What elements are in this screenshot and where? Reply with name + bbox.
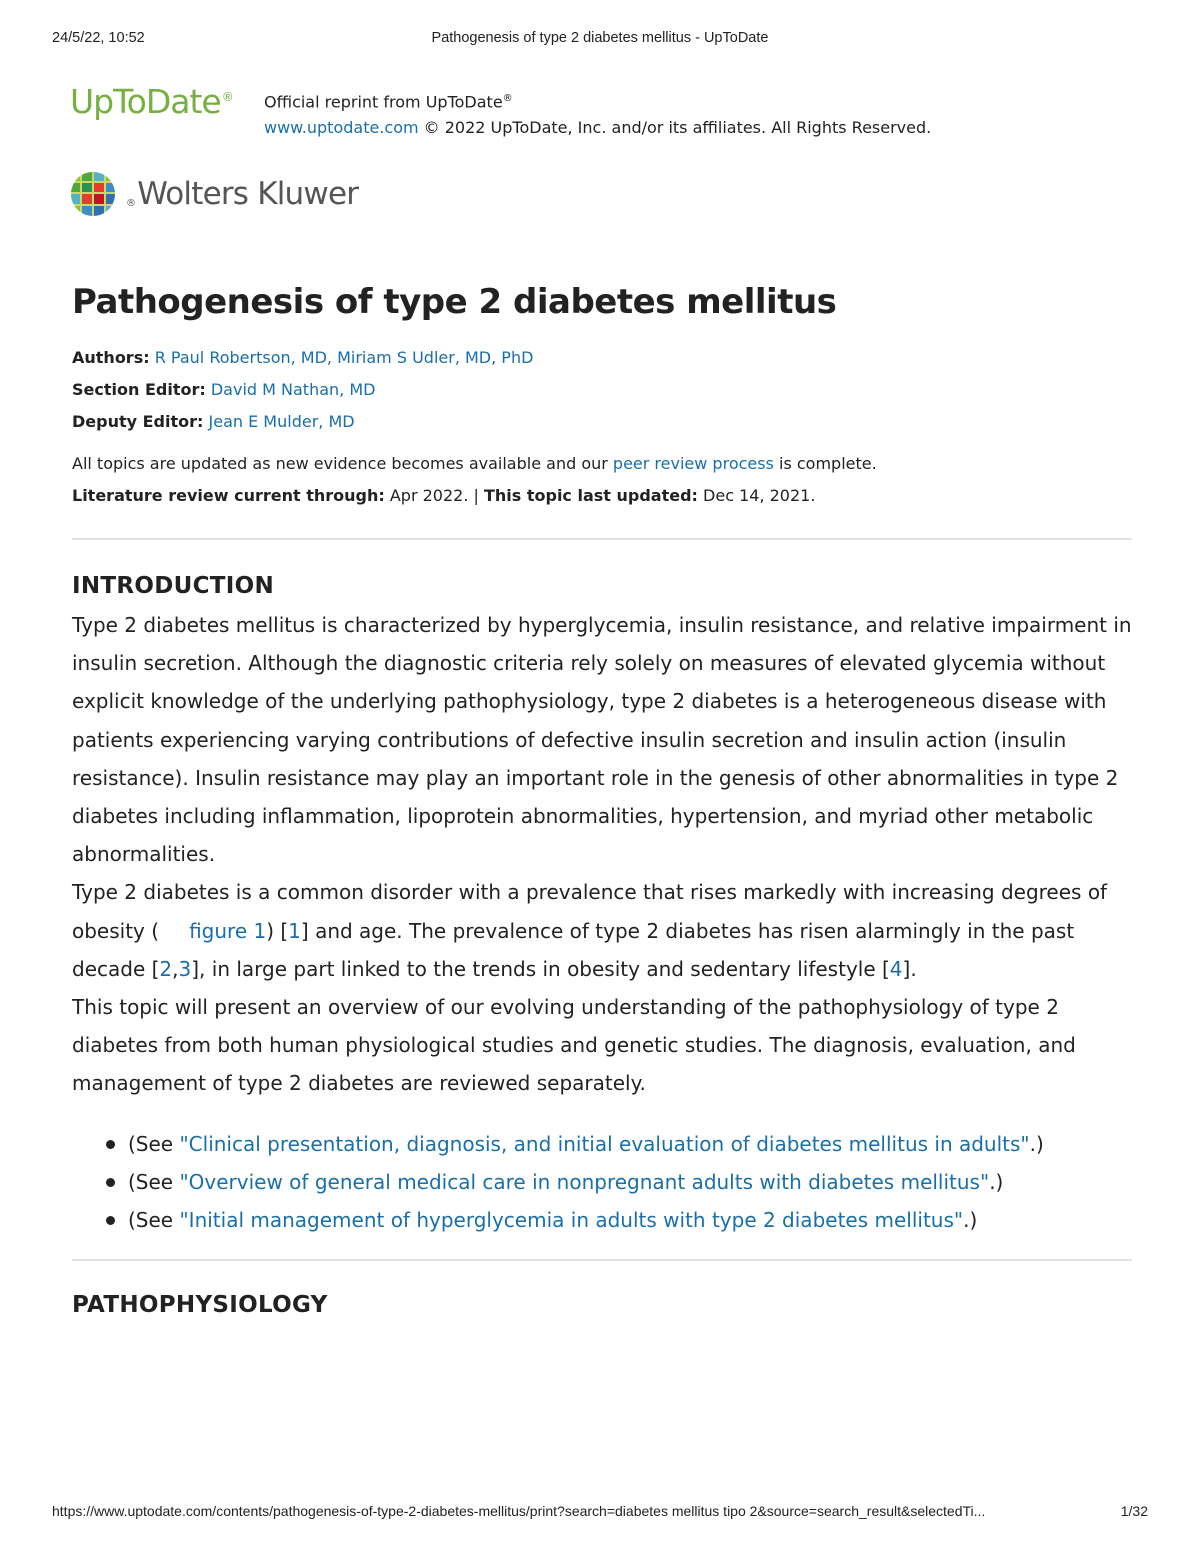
wolters-kluwer-logo[interactable] bbox=[70, 168, 390, 224]
peer-review-link[interactable]: peer review process bbox=[612, 454, 774, 473]
see-prefix: (See bbox=[128, 1169, 180, 1194]
uptodate-logo[interactable] bbox=[70, 82, 234, 121]
reference-1-link[interactable]: 1 bbox=[288, 918, 301, 943]
p2-text-e: ]. bbox=[902, 956, 917, 981]
copyright-line bbox=[264, 115, 931, 141]
update-note-pre: All topics are updated as new evidence becomes available and our bbox=[72, 454, 613, 473]
brand-row bbox=[70, 80, 1130, 140]
wolters-kluwer-text: Wolters Kluwer bbox=[137, 176, 359, 212]
uptodate-logo-text: UpToDate bbox=[70, 82, 221, 121]
update-note bbox=[72, 452, 1132, 476]
uptodate-logo-mark: ® bbox=[221, 90, 234, 104]
deputy-editor-link[interactable]: Jean E Mulder, MD bbox=[208, 412, 355, 431]
section-editor-line bbox=[72, 374, 1132, 406]
deputy-editor-line bbox=[72, 406, 1132, 438]
uptodate-site-link[interactable]: www.uptodate.com bbox=[264, 118, 419, 138]
see-suffix: .) bbox=[1029, 1131, 1044, 1156]
wolters-kluwer-mark-icon bbox=[70, 170, 120, 220]
see-prefix: (See bbox=[128, 1131, 180, 1156]
wolters-kluwer-wordmark bbox=[126, 176, 358, 212]
section-editor-label: Section Editor: bbox=[72, 380, 206, 399]
print-url: https://www.uptodate.com/contents/pathogenesis-of-type-2-diabetes-mellitus/print?search=diabetes mellitus tipo 2&source=search_result&selectedTi... bbox=[52, 1503, 986, 1519]
reference-3-link[interactable]: 3 bbox=[178, 956, 192, 981]
section-divider bbox=[72, 1259, 1132, 1261]
p2-comma: , bbox=[172, 956, 179, 981]
print-doc-title: Pathogenesis of type 2 diabetes mellitus - UpToDate bbox=[431, 30, 769, 46]
intro-paragraph-2 bbox=[72, 873, 1132, 988]
wolters-kluwer-mark: ® bbox=[126, 198, 136, 209]
figure-1-link[interactable]: figure 1 bbox=[189, 918, 267, 943]
list-item bbox=[106, 1125, 1132, 1163]
authors-line bbox=[72, 342, 1132, 374]
review-separator: | bbox=[468, 486, 484, 505]
see-also-list bbox=[72, 1125, 1132, 1239]
print-date: 24/5/22, 10:52 bbox=[52, 30, 145, 46]
topic-contributors bbox=[72, 342, 1132, 438]
see-link-general-care[interactable]: "Overview of general medical care in nonpregnant adults with diabetes mellitus" bbox=[179, 1169, 990, 1194]
topic-title: Pathogenesis of type 2 diabetes mellitus bbox=[72, 282, 837, 322]
deputy-editor-label: Deputy Editor: bbox=[72, 412, 204, 431]
see-link-clinical-presentation[interactable]: "Clinical presentation, diagnosis, and initial evaluation of diabetes mellitus in adults" bbox=[179, 1131, 1030, 1156]
reprint-text: Official reprint from UpToDate bbox=[264, 92, 503, 112]
last-updated-label: This topic last updated: bbox=[483, 486, 698, 505]
see-prefix: (See bbox=[128, 1207, 180, 1232]
reprint-mark: ® bbox=[502, 93, 513, 104]
authors-label: Authors: bbox=[72, 348, 150, 367]
intro-paragraph-3: This topic will present an overview of our evolving understanding of the pathophysiology of type 2 diabetes from both human physiological studies and genetic studies. The diagnosis, evaluation, and management of type 2 diabetes are reviewed separately. bbox=[72, 995, 1076, 1096]
reprint-notice bbox=[264, 86, 931, 141]
reprint-line bbox=[264, 86, 931, 115]
p2-text-a: Type 2 diabetes is a common disorder with a prevalence that rises markedly with increasing degrees of obesity ( bbox=[72, 880, 1108, 943]
section-editor-link[interactable]: David M Nathan, MD bbox=[210, 380, 376, 399]
lit-review-label: Literature review current through: bbox=[72, 486, 385, 505]
see-link-initial-management[interactable]: "Initial management of hyperglycemia in adults with type 2 diabetes mellitus" bbox=[179, 1207, 964, 1232]
authors-link[interactable]: R Paul Robertson, MD, Miriam S Udler, MD, PhD bbox=[154, 348, 534, 367]
reference-4-link[interactable]: 4 bbox=[889, 956, 903, 981]
article-content bbox=[72, 280, 1132, 1325]
see-suffix: .) bbox=[963, 1207, 978, 1232]
p2-text-d: ], in large part linked to the trends in obesity and sedentary lifestyle [ bbox=[191, 956, 890, 981]
update-note-post: is complete. bbox=[773, 454, 877, 473]
reference-2-link[interactable]: 2 bbox=[159, 956, 173, 981]
print-header bbox=[52, 30, 1148, 50]
intro-paragraph-1: Type 2 diabetes mellitus is characterized by hyperglycemia, insulin resistance, and relative impairment in insulin secretion. Although the diagnostic criteria rely solely on measures of elevated glycemia without explicit knowledge of the underlying pathophysiology, type 2 diabetes is a heterogeneous disease with patients experiencing varying contributions of defective insulin secretion and insulin action (insulin resistance). Insulin resistance may play an important role in the genesis of other abnormalities in type 2 diabetes including inflammation, lipoprotein abnormalities, hypertension, and myriad other metabolic abnormalities. bbox=[72, 613, 1132, 867]
introduction-heading: INTRODUCTION bbox=[72, 573, 275, 599]
see-suffix: .) bbox=[989, 1169, 1004, 1194]
copyright-text: © 2022 UpToDate, Inc. and/or its affiliates. All Rights Reserved. bbox=[418, 118, 932, 138]
last-updated-value: Dec 14, 2021. bbox=[697, 486, 816, 505]
lit-review-value: Apr 2022. bbox=[384, 486, 469, 505]
print-footer bbox=[52, 1503, 1148, 1525]
pathophysiology-heading: PATHOPHYSIOLOGY bbox=[72, 1291, 328, 1318]
review-dates bbox=[72, 484, 1132, 508]
list-item bbox=[106, 1201, 1132, 1239]
p2-text-b: ) [ bbox=[266, 918, 289, 943]
list-item bbox=[106, 1163, 1132, 1201]
section-divider bbox=[72, 538, 1132, 540]
p2-text-c: ] and age. The prevalence of type 2 diabetes has risen alarmingly in the past decade [ bbox=[72, 918, 1075, 981]
page-number: 1/32 bbox=[1120, 1503, 1148, 1519]
